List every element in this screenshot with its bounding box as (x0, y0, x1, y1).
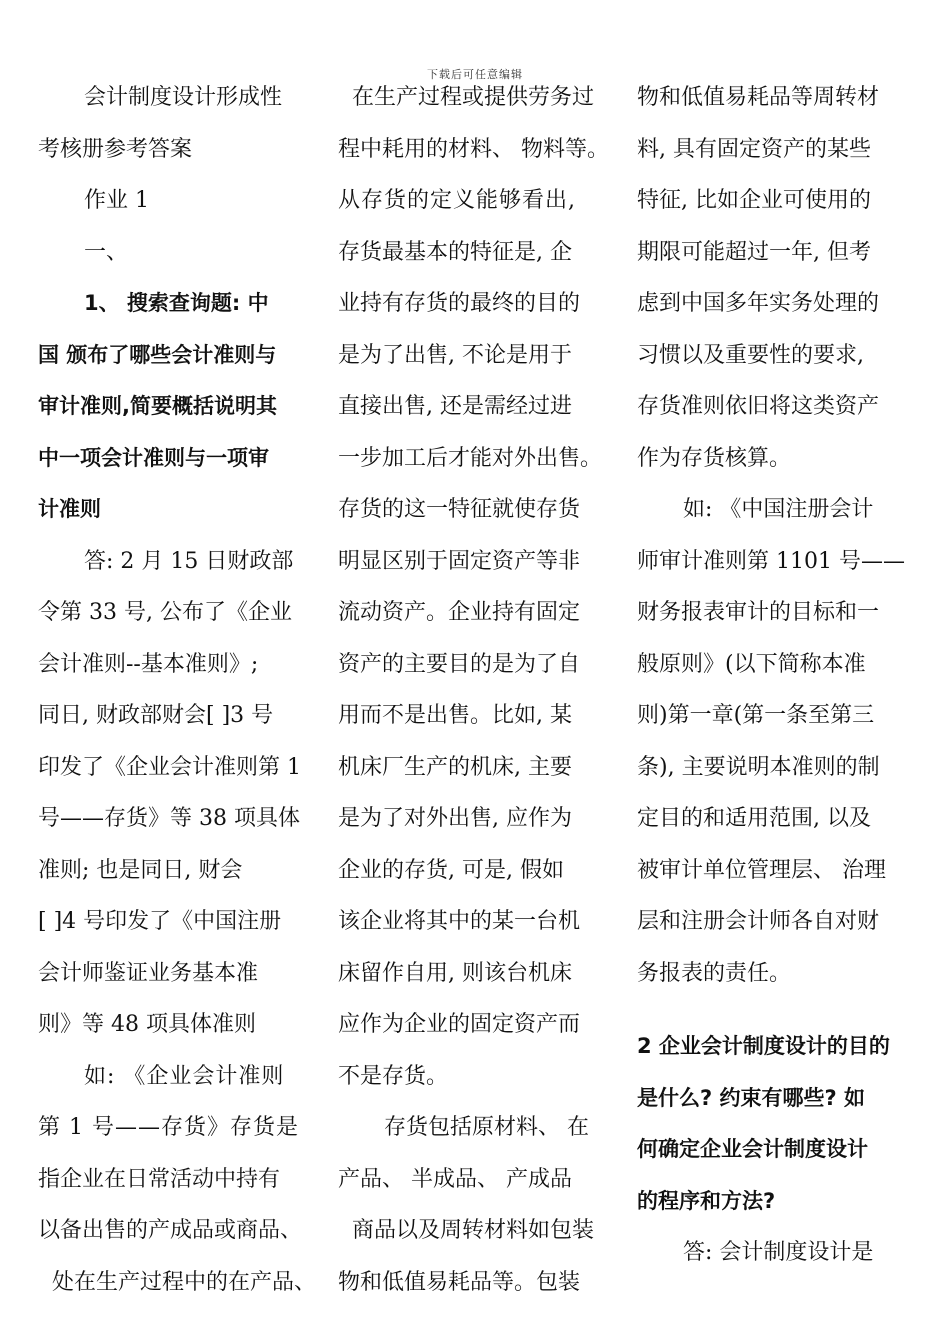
body-line: 作为存货核算。 (637, 445, 792, 471)
body-line: 被审计单位管理层、 治理 (637, 857, 886, 883)
section-number: 一、 (84, 239, 129, 265)
body-line: 习惯以及重要性的要求, (637, 342, 864, 368)
text-column-1 (38, 72, 323, 1308)
body-line: 该企业将其中的某一台机 (338, 909, 581, 934)
body-line: 条), 主要说明本准则的制 (637, 754, 880, 780)
body-line: 不是存货。 (338, 1063, 449, 1089)
body-line: 直接出售, 还是需经过进 (338, 394, 572, 419)
body-line: 企业的存货, 可是, 假如 (338, 857, 564, 883)
body-line: 明显区别于固定资产等非 (338, 548, 581, 574)
question-1-line: 国 颁布了哪些会计准则与 (38, 342, 277, 367)
body-line: 在生产过程或提供劳务过 (352, 85, 595, 110)
body-line: 存货准则依旧将这类资产 (637, 394, 880, 419)
body-line: 产品、 半成品、 产成品 (338, 1166, 572, 1192)
body-line: 物和低值易耗品等。包装 (338, 1269, 581, 1295)
body-line: 存货包括原材料、 在 (384, 1115, 589, 1140)
question-1-line: 计准则 (38, 497, 101, 521)
body-line: 从存货的定义能够看出, (338, 188, 576, 213)
text-column-2 (338, 72, 623, 1308)
answer-line: 答: 2 月 15 日财政部 (84, 548, 294, 574)
paragraph-gap (637, 999, 917, 1021)
body-line: 用而不是出售。比如, 某 (338, 703, 572, 728)
answer-line: 则》等 48 项具体准则 (38, 1012, 256, 1037)
body-line: 业持有存货的最终的目的 (338, 291, 581, 316)
body-line: 如: 《中国注册会计 (683, 497, 874, 522)
body-line: 物和低值易耗品等周转材 (637, 85, 880, 110)
body-line: 商品以及周转材料如包装 (352, 1218, 595, 1243)
body-line: 是为了对外出售, 应作为 (338, 806, 572, 831)
answer-line: 如: 《企业会计准则 (84, 1063, 285, 1089)
body-line: 程中耗用的材料、 物料等。 (338, 136, 609, 162)
body-line: 财务报表审计的目标和一 (637, 600, 880, 625)
answer-line: 会计师鉴证业务基本准 (38, 960, 259, 986)
body-line: 特征, 比如企业可使用的 (637, 188, 871, 213)
body-line: 层和注册会计师各自对财 (637, 909, 880, 934)
body-line: 是为了出售, 不论是用于 (338, 342, 572, 368)
answer-line: 第 1 号——存货》存货是 (38, 1115, 299, 1140)
body-line: 存货最基本的特征是, 企 (338, 239, 572, 265)
body-line: 务报表的责任。 (637, 960, 792, 986)
answer-line: 印发了《企业会计准则第 1 (38, 754, 301, 780)
doc-title-line-1: 会计制度设计形成性 (84, 85, 283, 110)
body-line: 定目的和适用范围, 以及 (637, 806, 871, 831)
answer-line: 号——存货》等 38 项具体 (38, 806, 300, 831)
answer-line: 以备出售的产成品或商品、 (38, 1218, 303, 1243)
body-line: 一步加工后才能对外出售。 (338, 445, 603, 471)
body-line: 机床厂生产的机床, 主要 (338, 754, 572, 780)
body-line: 应作为企业的固定资产而 (338, 1012, 581, 1037)
body-line: 床留作自用, 则该台机床 (338, 960, 572, 986)
answer-line: 答: 会计制度设计是 (683, 1240, 874, 1265)
question-2-line: 是什么? 约束有哪些? 如 (637, 1085, 865, 1110)
answer-line: 指企业在日常活动中持有 (38, 1166, 281, 1192)
body-line: 般原则》(以下简称本准 (637, 651, 866, 677)
question-1-line: 1、 搜索查询题: 中 (84, 291, 269, 315)
body-line: 则)第一章(第一条至第三 (637, 703, 875, 728)
answer-line: 处在生产过程中的在产品、 (52, 1269, 317, 1295)
question-2-line: 2 企业会计制度设计的目的 (637, 1034, 890, 1058)
answer-line: 准则; 也是同日, 财会 (38, 857, 243, 883)
watermark-text: 下载后可任意编辑 (427, 68, 523, 81)
body-line: 资产的主要目的是为了自 (338, 651, 581, 677)
question-1-line: 中一项会计准则与一项审 (38, 445, 269, 470)
question-2-line: 的程序和方法? (637, 1188, 776, 1213)
body-line: 料, 具有固定资产的某些 (637, 136, 871, 162)
assignment-heading: 作业 1 (84, 188, 149, 213)
body-line: 存货的这一特征就使存货 (338, 497, 581, 522)
body-line: 虑到中国多年实务处理的 (637, 291, 880, 316)
body-line: 师审计准则第 1101 号—— (637, 548, 905, 574)
answer-line: 同日, 财政部财会[ ]3 号 (38, 703, 274, 728)
answer-line: 会计准则--基本准则》; (38, 651, 259, 677)
answer-line: 令第 33 号, 公布了《企业 (38, 600, 292, 625)
answer-line: [ ]4 号印发了《中国注册 (38, 909, 282, 934)
body-line: 期限可能超过一年, 但考 (637, 239, 871, 265)
text-column-3 (637, 72, 917, 1279)
doc-title-line-2: 考核册参考答案 (38, 136, 193, 162)
body-line: 流动资产。企业持有固定 (338, 600, 581, 625)
question-2-line: 何确定企业会计制度设计 (637, 1137, 868, 1161)
question-1-line: 审计准则,简要概括说明其 (38, 394, 277, 418)
